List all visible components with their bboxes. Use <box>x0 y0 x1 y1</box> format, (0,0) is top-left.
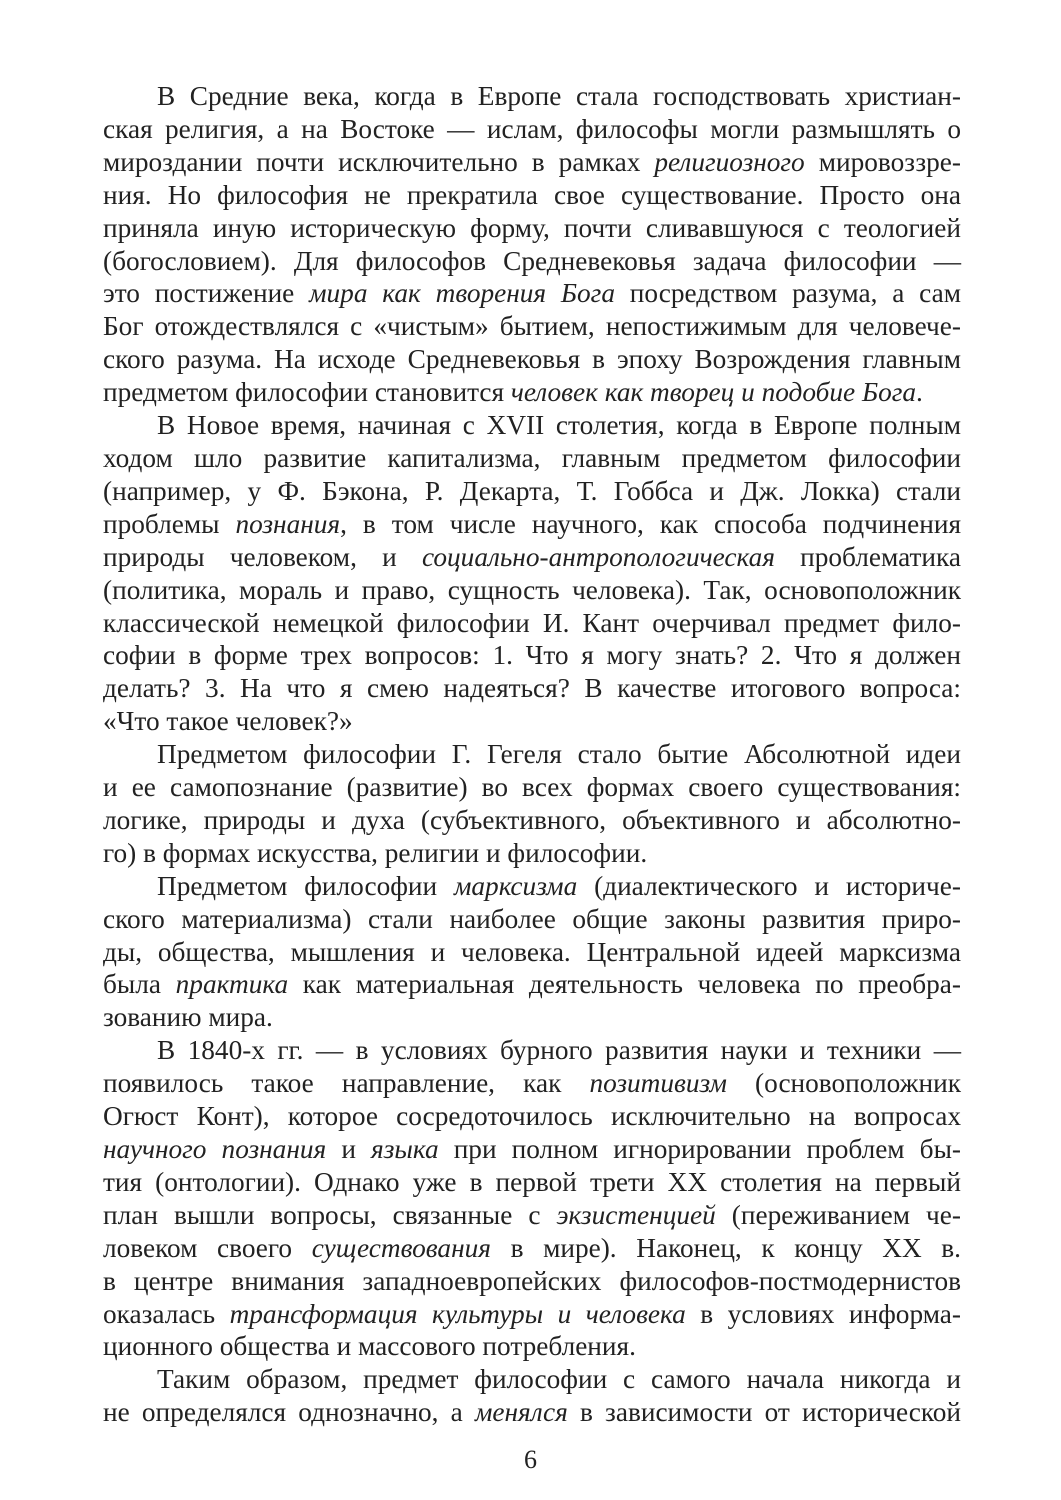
text-run: ская религия, а на Востоке — ислам, философы могли размышлять о <box>103 113 961 144</box>
text-line <box>103 1265 961 1298</box>
text-line <box>103 771 961 804</box>
text-line <box>103 310 961 343</box>
text-run: (основоположник <box>726 1068 961 1099</box>
text-run: тия (онтологии). Однако уже в первой трети XX столетия на первый <box>103 1166 961 1197</box>
text-line <box>103 837 961 870</box>
italic-term: человек как творец и подобие Бога <box>510 377 917 408</box>
text-line <box>103 936 961 969</box>
text-line <box>103 146 961 179</box>
text-run: приняла иную историческую форму, почти сливавшуюся с теологией <box>103 212 961 243</box>
text-run: (переживанием че- <box>715 1199 961 1230</box>
text-line <box>103 672 961 705</box>
text-run: ского разума. На исходе Средневековья в эпоху Возрождения главным <box>103 344 961 375</box>
text-run: мироздании почти исключительно в рамках <box>103 146 655 177</box>
text-run: софии в форме трех вопросов: 1. Что я могу знать? 2. Что я должен <box>103 640 961 671</box>
text-line <box>103 541 961 574</box>
italic-term: познания <box>235 508 341 539</box>
text-line <box>103 376 961 409</box>
text-line <box>103 1067 961 1100</box>
text-line <box>103 1363 961 1396</box>
page-number: 6 <box>524 1445 537 1474</box>
text-line <box>103 1298 961 1331</box>
text-run: В Новое время, начиная с XVII столетия, когда в Европе полным <box>157 410 961 441</box>
text-line <box>103 343 961 376</box>
text-run: ционного общества и массового потребления. <box>103 1331 636 1362</box>
text-run: зованию мира. <box>103 1002 273 1033</box>
text-line <box>103 968 961 1001</box>
text-run: Предметом философии Г. Гегеля стало бытие Абсолютной идеи <box>157 739 961 770</box>
text-run: Предметом философии <box>157 870 454 901</box>
text-run: . <box>916 377 923 408</box>
italic-term: менялся <box>474 1397 568 1428</box>
text-run: природы человеком, и <box>103 541 422 572</box>
text-run: классической немецкой философии И. Кант очерчивал предмет фило- <box>103 607 961 638</box>
text-run: появилось такое направление, как <box>103 1068 590 1099</box>
text-line <box>103 1199 961 1232</box>
text-run: проблематика <box>774 541 961 572</box>
text-line <box>103 1133 961 1166</box>
text-run: в условиях информа- <box>685 1298 961 1329</box>
text-run: , в том числе научного, как способа подчинения <box>340 508 962 539</box>
text-run: (политика, мораль и право, сущность человека). Так, основоположник <box>103 574 961 605</box>
italic-term: трансформация культуры и человека <box>229 1298 686 1329</box>
text-run: логике, природы и духа (субъективного, объективного и абсолютно- <box>103 804 961 835</box>
text-run: Бог отождествлялся с «чистым» бытием, непостижимым для человече- <box>103 311 961 342</box>
text-line <box>103 804 961 837</box>
body-text <box>103 80 961 1429</box>
text-run: (диалектического и историче- <box>577 870 961 901</box>
italic-term: языка <box>371 1134 439 1164</box>
paragraph <box>103 1034 961 1363</box>
text-line <box>103 705 961 738</box>
text-run: как материальная деятельность человека по преобра- <box>288 969 961 1000</box>
text-run: предметом философии становится <box>103 377 511 408</box>
text-run: ходом шло развитие капитализма, главным предметом философии <box>103 442 961 473</box>
text-run: делать? 3. На что я смею надеяться? В качестве итогового вопроса: <box>103 673 961 704</box>
text-run: проблемы <box>103 508 236 539</box>
paragraph <box>103 1363 961 1429</box>
text-line <box>103 903 961 936</box>
text-run: в мире). Наконец, к концу XX в. <box>490 1232 961 1263</box>
italic-term: практика <box>175 969 289 1000</box>
text-run: ды, общества, мышления и человека. Центральной идеей марксизма <box>103 936 961 967</box>
text-line <box>103 409 961 442</box>
italic-term: марксизма <box>453 870 578 901</box>
text-run: В Средние века, когда в Европе стала господствовать христиан- <box>157 81 961 111</box>
text-run: ния. Но философия не прекратила свое существование. Просто она <box>103 179 961 210</box>
text-line <box>103 1232 961 1265</box>
text-line <box>103 179 961 212</box>
italic-term: социально-антропологическая <box>421 541 775 572</box>
italic-term: религиозного <box>654 146 805 177</box>
text-run: это постижение <box>103 278 310 309</box>
text-line <box>103 1100 961 1133</box>
text-run: была <box>103 969 176 1000</box>
text-line <box>103 1330 961 1363</box>
text-line <box>103 475 961 508</box>
text-run: (богословием). Для философов Средневековья задача философии — <box>103 245 961 276</box>
text-run: оказалась <box>103 1298 230 1329</box>
text-line <box>103 1166 961 1199</box>
text-line <box>103 870 961 903</box>
text-run: в зависимости от исторической <box>567 1397 961 1428</box>
italic-term: научного познания <box>103 1134 327 1164</box>
text-run: и <box>326 1134 372 1164</box>
paragraph <box>103 870 961 1035</box>
text-run: «Что такое человек?» <box>103 706 353 737</box>
paragraph <box>103 80 961 409</box>
text-run: го) в формах искусства, религии и философии. <box>103 837 648 868</box>
paragraph <box>103 738 961 870</box>
text-run: ловеком своего <box>103 1232 312 1263</box>
text-line <box>103 1396 961 1429</box>
text-line <box>103 442 961 475</box>
text-run: не определялся однозначно, а <box>103 1397 475 1428</box>
paragraph <box>103 409 961 738</box>
text-line <box>103 1034 961 1067</box>
text-line <box>103 1001 961 1034</box>
text-run: посредством разума, а сам <box>614 278 961 309</box>
text-run: в центре внимания западноевропейских философов-постмодернистов <box>103 1265 961 1296</box>
text-run: при полном игнорировании проблем бы- <box>438 1134 962 1164</box>
text-run: ского материализма) стали наиболее общие законы развития приро- <box>103 903 961 934</box>
text-line <box>103 80 961 113</box>
text-line <box>103 639 961 672</box>
text-line <box>103 574 961 607</box>
italic-term: экзистенцией <box>556 1199 716 1230</box>
text-line <box>103 212 961 245</box>
italic-term: позитивизм <box>589 1068 727 1099</box>
text-line <box>103 508 961 541</box>
text-run: В 1840-х гг. — в условиях бурного развития науки и техники — <box>157 1035 961 1066</box>
text-line <box>103 245 961 278</box>
text-run: мировоззре- <box>804 146 961 177</box>
text-line <box>103 607 961 640</box>
italic-term: существования <box>311 1232 491 1263</box>
text-run: и ее самопознание (развитие) во всех формах своего существования: <box>103 772 961 803</box>
text-line <box>103 113 961 146</box>
text-run: план вышли вопросы, связанные с <box>103 1199 557 1230</box>
text-run: Таким образом, предмет философии с самого начала никогда и <box>157 1364 961 1395</box>
text-run: (например, у Ф. Бэкона, Р. Декарта, Т. Гоббса и Дж. Локка) стали <box>103 475 961 506</box>
text-line <box>103 738 961 771</box>
text-line <box>103 277 961 310</box>
italic-term: мира как творения Бога <box>309 278 615 309</box>
text-run: Огюст Конт), которое сосредоточилось исключительно на вопросах <box>103 1101 961 1132</box>
